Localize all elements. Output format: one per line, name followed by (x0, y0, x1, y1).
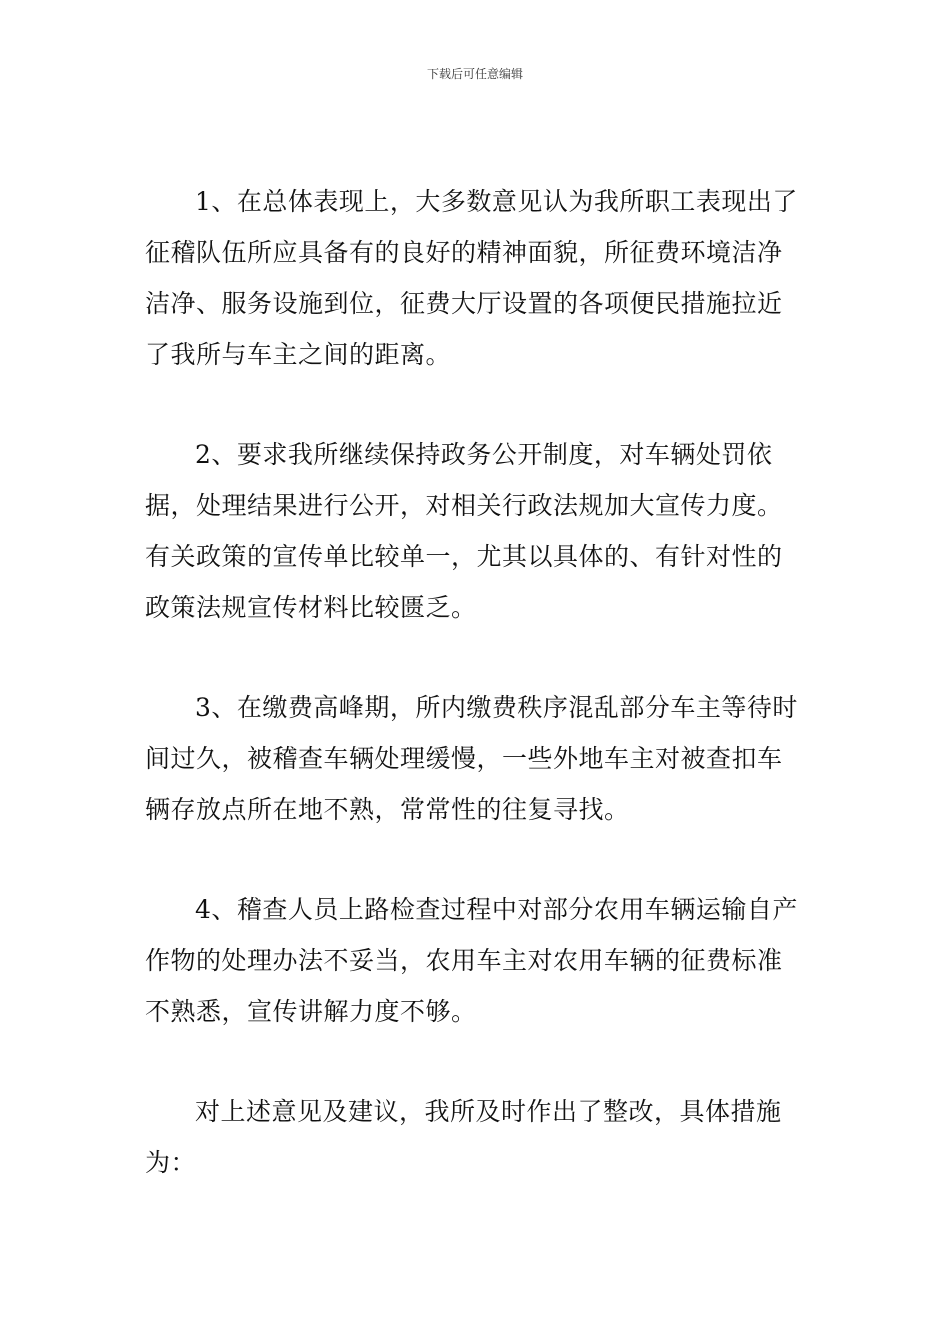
paragraph-3: 3、在缴费高峰期，所内缴费秩序混乱部分车主等待时间过久，被稽查车辆处理缓慢，一些外地车主对被查扣车辆存放点所在地不熟，常常性的往复寻找。 (145, 693, 798, 824)
paragraph-2: 2、要求我所继续保持政务公开制度，对车辆处罚依据，处理结果进行公开，对相关行政法规加大宣传力度。有关政策的宣传单比较单一，尤其以具体的、有针对性的政策法规宣传材料比较匮乏。 (145, 440, 783, 622)
paragraph-1: 1、在总体表现上，大多数意见认为我所职工表现出了征稽队伍所应具备有的良好的精神面貌，所征费环境洁净洁净、服务设施到位，征费大厅设置的各项便民措施拉近了我所与车主之间的距离。 (145, 187, 798, 369)
header-note: 下载后可任意编辑 (426, 67, 523, 81)
paragraph-measures-intro: 对上述意见及建议，我所及时作出了整改，具体措施为： (145, 1097, 782, 1177)
paragraph-4: 4、稽查人员上路检查过程中对部分农用车辆运输自产作物的处理办法不妥当，农用车主对农用车辆的征费标准不熟悉，宣传讲解力度不够。 (145, 895, 798, 1026)
document-body (145, 176, 807, 1188)
